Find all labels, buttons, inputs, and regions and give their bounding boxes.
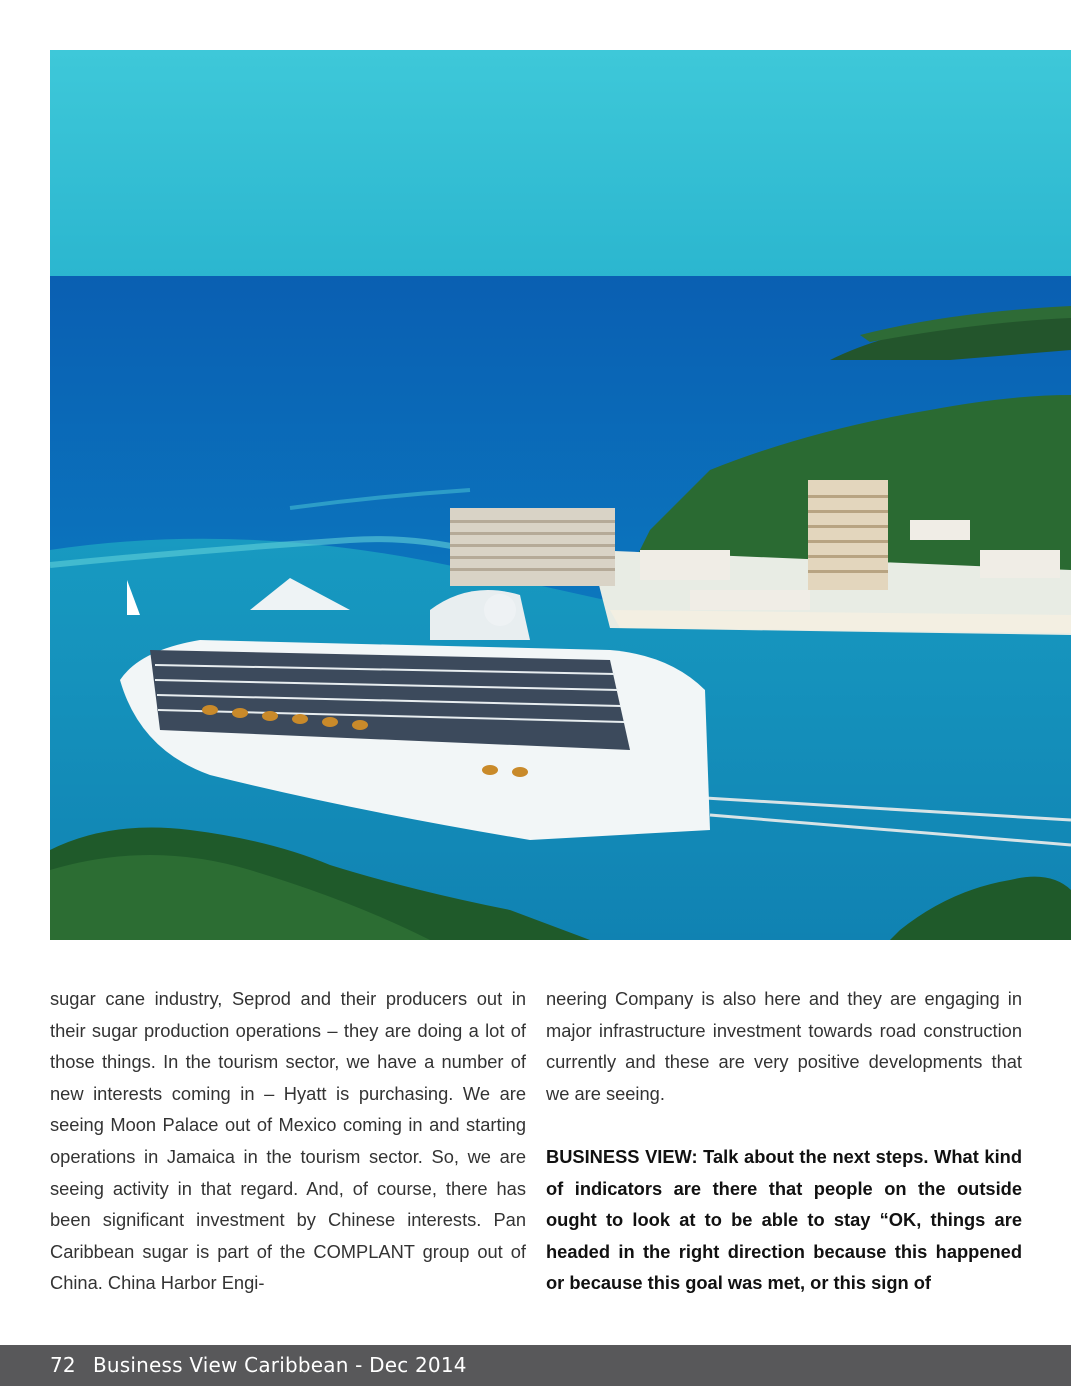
page-number: 72 xyxy=(50,1353,76,1377)
article-left-column xyxy=(50,983,526,1299)
body-paragraph: sugar cane industry, Seprod and their producers out in their sugar production operations – they are doing a lot of those things. In the tourism sector, we have a number of new interests coming in – Hyatt is purchasing. We are seeing Moon Palace out of Mexico coming in and starting operations in Jamaica in the tourism sector. So, we are seeing activity in that regard. And, of course, there has been significant investment by Chinese interests. Pan Caribbean sugar is part of the COMPLANT group out of China. China Harbor Engi- xyxy=(50,988,526,1294)
paragraph-spacer xyxy=(546,1109,1022,1141)
interview-question: BUSINESS VIEW: Talk about the next steps. What kind of indicators are there that people on the outside ought to look at to be able to stay “OK, things are headed in the right direction because this happened or because this goal was met, or this sign of xyxy=(546,1145,1022,1294)
publication-title: Business View Caribbean - Dec 2014 xyxy=(93,1353,467,1377)
article-right-column xyxy=(546,983,1022,1299)
body-paragraph: neering Company is also here and they are engaging in major infrastructure investment towards road construction currently and these are very positive developments that we are seeing. xyxy=(546,988,1022,1104)
cruise-ship-photo xyxy=(50,50,1071,940)
page-footer xyxy=(0,1345,1071,1386)
